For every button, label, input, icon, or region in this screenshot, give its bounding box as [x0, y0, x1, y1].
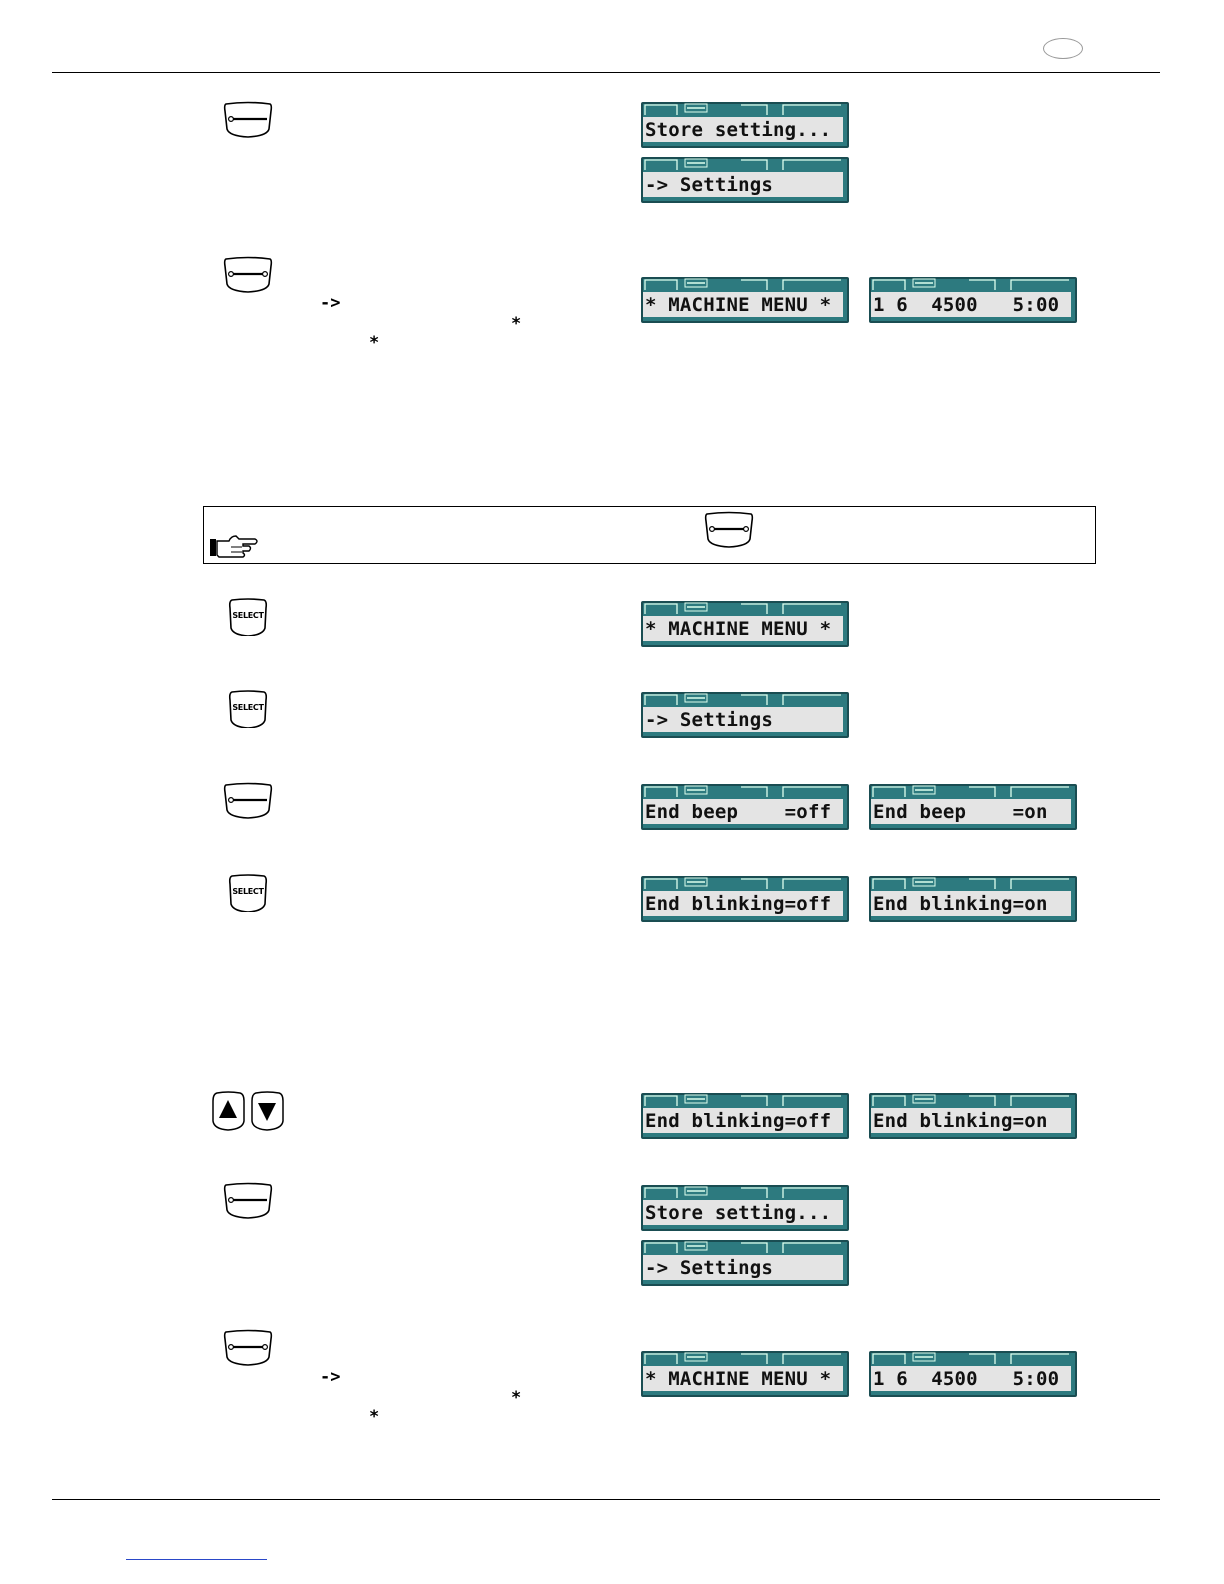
- select-key-label: SELECT: [232, 887, 264, 896]
- lcd-end-blinking-on: [869, 1093, 1077, 1139]
- lcd-text: 1 6 4500 5:00: [873, 294, 1060, 316]
- header-rule: [52, 72, 1160, 73]
- enter-key-left-icon: [223, 1182, 273, 1220]
- lcd-end-beep-on: [869, 784, 1077, 830]
- lcd-text: Store setting...: [645, 1202, 832, 1224]
- lcd-end-beep-off: [641, 784, 849, 830]
- lcd-end-blinking-off: [641, 876, 849, 922]
- lcd-store-setting: [641, 102, 849, 148]
- arrow-up-icon: [211, 1091, 246, 1131]
- lcd-end-blinking-on: [869, 876, 1077, 922]
- lcd-settings: [641, 692, 849, 738]
- lcd-settings: [641, 1240, 849, 1286]
- arrow-keys: [211, 1091, 287, 1132]
- lcd-machine-menu: [641, 1351, 849, 1397]
- lcd-text: -> Settings: [645, 709, 774, 731]
- lcd-status: [869, 277, 1077, 323]
- lcd-text: End blinking=on: [873, 1110, 1048, 1132]
- lcd-machine-menu: [641, 601, 849, 647]
- select-key-label: SELECT: [232, 703, 264, 712]
- note-box: [203, 506, 1096, 564]
- lcd-text: End blinking=off: [645, 893, 832, 915]
- arrow-down-icon: [250, 1091, 285, 1131]
- lcd-text: 1 6 4500 5:00: [873, 1368, 1060, 1390]
- lcd-settings: [641, 157, 849, 203]
- arrow-glyph: ->: [320, 1367, 341, 1387]
- language-badge: [1043, 38, 1083, 59]
- enter-key-both-icon: [223, 256, 273, 294]
- star-glyph: *: [511, 1388, 522, 1408]
- select-key-icon: [223, 598, 273, 636]
- footer-rule: [52, 1499, 1160, 1500]
- lcd-text: * MACHINE MENU *: [645, 1368, 832, 1390]
- lcd-text: End blinking=on: [873, 893, 1048, 915]
- lcd-machine-menu: [641, 277, 849, 323]
- lcd-end-blinking-off: [641, 1093, 849, 1139]
- star-glyph: *: [369, 1407, 380, 1427]
- enter-key-both-icon: [704, 511, 754, 549]
- pointing-hand-icon: [209, 533, 259, 559]
- footer-link-underline[interactable]: [126, 1559, 267, 1560]
- lcd-text: End beep =on: [873, 801, 1048, 823]
- star-glyph: *: [369, 333, 380, 353]
- select-key-icon: [223, 874, 273, 912]
- arrow-glyph: ->: [320, 293, 341, 313]
- select-key-icon: [223, 690, 273, 728]
- lcd-text: Store setting...: [645, 119, 832, 141]
- lcd-text: -> Settings: [645, 1257, 774, 1279]
- lcd-status: [869, 1351, 1077, 1397]
- star-glyph: *: [511, 314, 522, 334]
- lcd-store-setting: [641, 1185, 849, 1231]
- enter-key-left-icon: [223, 782, 273, 820]
- lcd-text: * MACHINE MENU *: [645, 294, 832, 316]
- lcd-text: * MACHINE MENU *: [645, 618, 832, 640]
- lcd-text: -> Settings: [645, 174, 774, 196]
- enter-key-both-icon: [223, 1329, 273, 1367]
- lcd-text: End beep =off: [645, 801, 832, 823]
- enter-key-left-icon: [223, 101, 273, 139]
- lcd-text: End blinking=off: [645, 1110, 832, 1132]
- select-key-label: SELECT: [232, 611, 264, 620]
